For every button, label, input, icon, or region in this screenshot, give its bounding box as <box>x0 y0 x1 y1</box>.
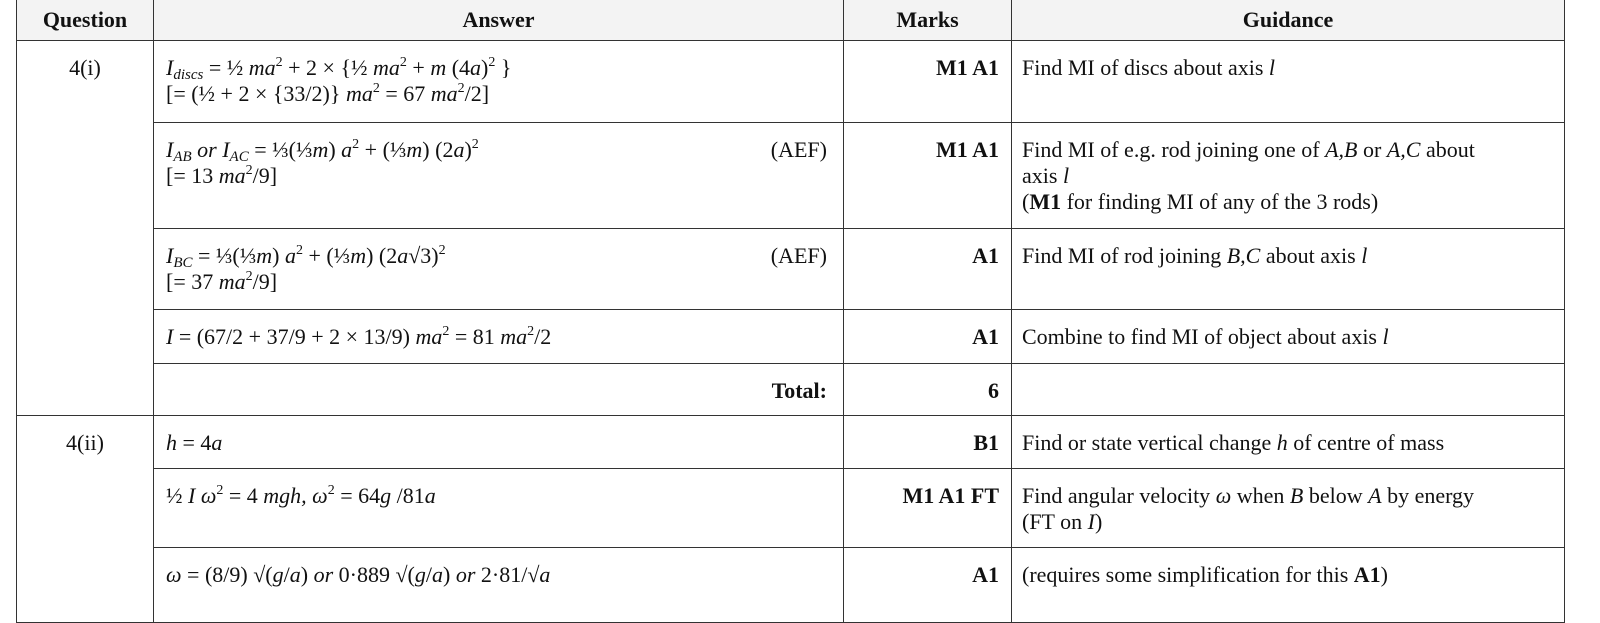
marks-cell: A1 <box>844 310 1012 364</box>
answer-cell: I = (67/2 + 37/9 + 2 × 13/9) $ma^2 = 81$ $ma^2/2$ <box>154 310 844 364</box>
table-row <box>17 123 1565 229</box>
header-question: Question <box>17 0 154 41</box>
table-row <box>17 469 1565 548</box>
guidance-cell: Combine to find MI of object about axis l <box>1012 310 1565 364</box>
marks-cell: M1 A1 <box>844 123 1012 229</box>
header-marks: Marks <box>844 0 1012 41</box>
guidance-cell: Find MI of discs about axis l <box>1012 41 1565 123</box>
total-marks: 6 <box>844 364 1012 416</box>
marks-cell: B1 <box>844 416 1012 469</box>
question-label-4i: 4(i) <box>17 41 154 416</box>
header-guidance: Guidance <box>1012 0 1565 41</box>
marks-cell: A1 <box>844 229 1012 310</box>
table-row <box>17 229 1565 310</box>
guidance-cell: Find MI of e.g. rod joining one of A,B or A,C about axis l (M1 for finding MI of any of the 3 rods) <box>1012 123 1565 229</box>
marks-cell: A1 <box>844 548 1012 623</box>
mark-scheme-table <box>16 0 1565 623</box>
guidance-cell: Find or state vertical change h of centre of mass <box>1012 416 1565 469</box>
table-row <box>17 41 1565 123</box>
total-row <box>17 364 1565 416</box>
answer-cell: ½ I $\omega^2 = 4$ mgh, $\omega^2 = 64g$ /81a <box>154 469 844 548</box>
answer-cell: $I_{BC}$ = ⅓(⅓m) $a^2$ + (⅓m) $(2a√3)^2$ [= 37 $ma^2/9$] (AEF) <box>154 229 844 310</box>
table-row <box>17 310 1565 364</box>
answer-cell: $I_{AB}$ or $I_{AC}$ = ⅓(⅓m) $a^2$ + (⅓m) $(2a)^2$ [= 13 $ma^2/9$] (AEF) <box>154 123 844 229</box>
answer-cell: $I_{discs}$ = ½ $ma^2 + 2$ × {½ $ma^2 + m$ $(4a)^2$ } [= (½ + 2 × {33/2)} $ma^2 = 67$ $ma^2/2$] <box>154 41 844 123</box>
total-label: Total: <box>154 364 844 416</box>
marks-cell: M1 A1 <box>844 41 1012 123</box>
table-row <box>17 416 1565 469</box>
aef-note: (AEF) <box>770 243 827 268</box>
aef-note: (AEF) <box>770 137 827 162</box>
answer-cell: h = 4a <box>154 416 844 469</box>
header-answer: Answer <box>154 0 844 41</box>
marks-cell: M1 A1 FT <box>844 469 1012 548</box>
guidance-cell: Find angular velocity ω when B below A by energy (FT on I) <box>1012 469 1565 548</box>
header-row <box>17 0 1565 41</box>
table-row <box>17 548 1565 623</box>
guidance-cell: (requires some simplification for this A1) <box>1012 548 1565 623</box>
question-label-4ii: 4(ii) <box>17 416 154 623</box>
answer-cell: ω = (8/9) √(g/a) or 0·889 √(g/a) or 2·81/√a <box>154 548 844 623</box>
guidance-cell: Find MI of rod joining B,C about axis l <box>1012 229 1565 310</box>
guidance-cell <box>1012 364 1565 416</box>
